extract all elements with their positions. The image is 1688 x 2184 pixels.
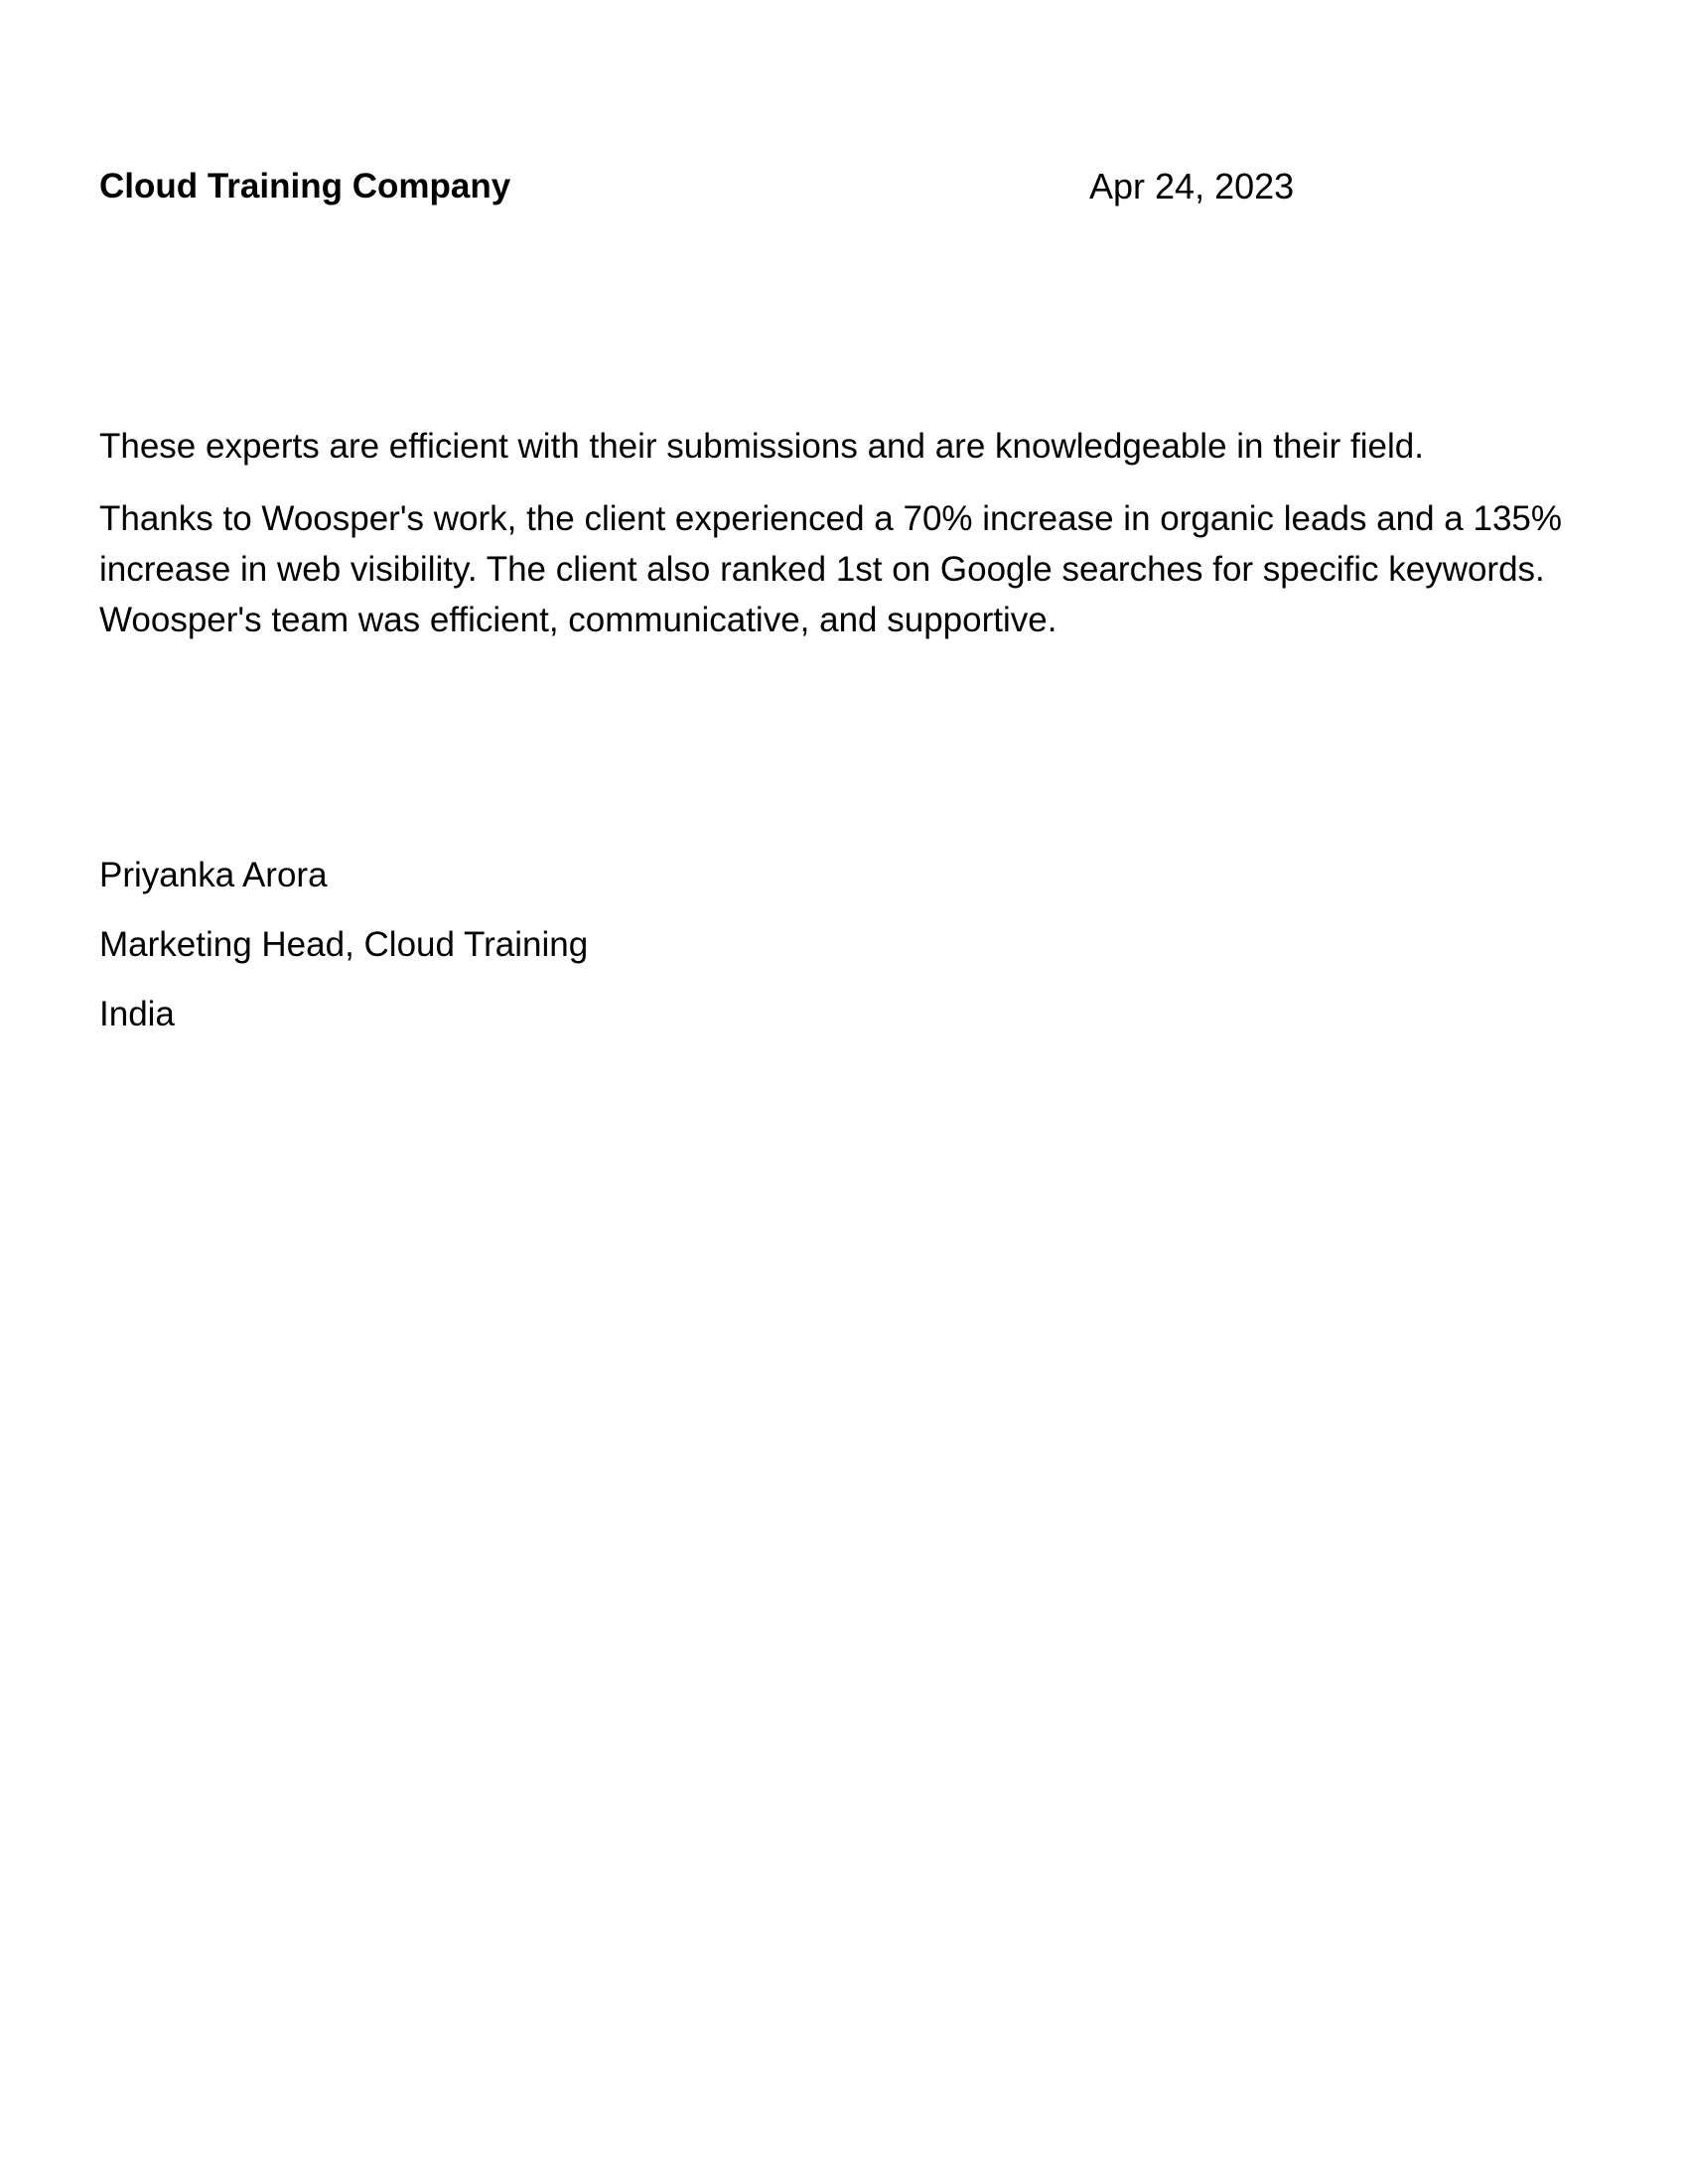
- signer-name: Priyanka Arora: [99, 856, 328, 894]
- letter-date: Apr 24, 2023: [1089, 166, 1295, 206]
- letter-body: [99, 421, 1589, 645]
- signer-country: India: [99, 995, 175, 1033]
- body-paragraph-2: Thanks to Woosper's work, the client experienced a 70% increase in organic leads and a 135% increase in web visibility. The client also ranked 1st on Google searches for specific keywords. Woosper's team was efficient, communicative, and supportive.: [99, 499, 1562, 639]
- signature-block: [99, 852, 588, 1060]
- company-name: Cloud Training Company: [99, 167, 511, 205]
- signer-title: Marketing Head, Cloud Training: [99, 925, 589, 964]
- body-paragraph-1: These experts are efficient with their submissions and are knowledgeable in their field.: [99, 427, 1424, 466]
